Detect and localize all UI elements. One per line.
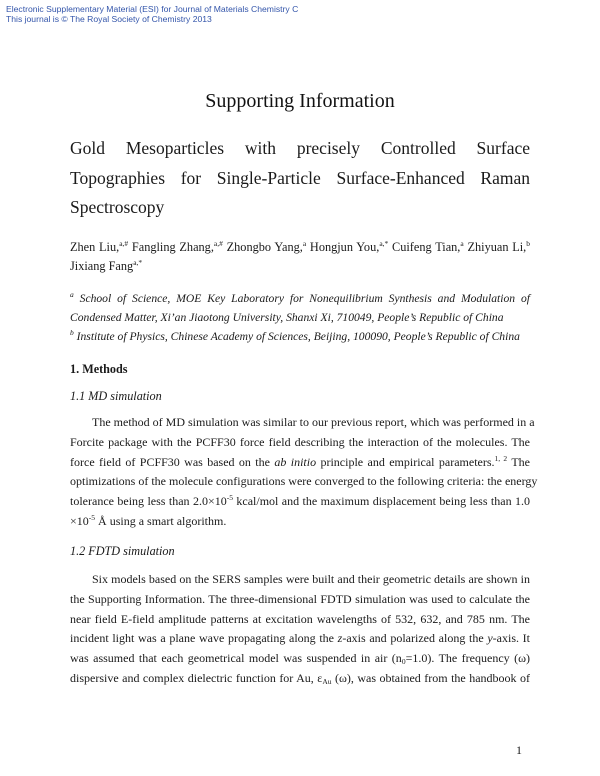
affiliation-a-line: Condensed Matter, Xi’an Jiaotong University, Shanxi Xi, 710049, People’s Republic of China [70,311,504,324]
author-affil-mark: a,* [379,239,389,248]
paper-title-line: Gold Mesoparticles with precisely Controlled Surface [70,138,530,158]
author-list [70,238,530,276]
text-run: force field of PCFF30 was based on the [70,454,275,469]
paragraph-fdtd-simulation [70,570,530,689]
affil-mark: a [70,290,74,299]
text-run: was assumed that each geometrical model was suspended in air (n [70,651,402,666]
affiliation-b-line [70,327,530,346]
author: Zhiyuan Li, [463,240,527,254]
text-italic: y [487,631,493,646]
text-run: ×10 [70,513,89,528]
esi-line-1: Electronic Supplementary Material (ESI) for Journal of Materials Chemistry C [6,4,299,14]
exponent: -5 [226,493,233,503]
author: Cuifeng Tian, [388,240,461,254]
subscript: Au [322,676,332,686]
text-line: the Supporting Information. The three-dimensional FDTD simulation was used to calculate the [70,591,530,606]
text-line [70,492,530,512]
exponent: -5 [88,512,96,522]
affiliation-text: School of Science, MOE Key Laboratory for Nonequilibrium Synthesis and Modulation of [73,292,530,305]
author-affil-mark: a [460,239,464,248]
author: Jixiang Fang [70,259,134,273]
text-run: -axis. It [492,631,531,646]
author-affil-mark: a,# [119,239,129,248]
affiliation-text: Institute of Physics, Chinese Academy of Sciences, Beijing, 100090, People’s Republic of China [73,330,520,343]
text-line [70,669,530,689]
author-row [70,238,530,257]
text-run: tolerance being less than 2.0×10 [70,494,227,509]
text-run: dispersive and complex dielectric function for Au, ε [70,670,323,685]
author-affil-mark: a [302,239,307,248]
text-run: -axis and polarized along the [342,631,488,646]
page-number: 1 [516,743,522,757]
text-run: (ω), was obtained from the handbook of [331,670,531,685]
page-title: Supporting Information [205,90,395,112]
subsection-heading: 1.2 FDTD simulation [70,544,175,558]
author: Fangling Zhang, [128,240,214,254]
author: Hongjun You, [306,240,380,254]
text-run: =1.0). The frequency (ω) [405,651,530,666]
author-affil-mark: a,* [133,258,143,267]
section-heading: 1. Methods [70,362,128,376]
author: Zhen Liu, [70,240,120,254]
affil-mark: b [70,328,74,337]
text-line: The method of MD simulation was similar to our previous report, which was performed in a [92,415,535,429]
text-run: principle and empirical parameters. [316,454,495,469]
paper-title [70,134,530,223]
text-run: kcal/mol and the maximum displacement being less than 1.0 [232,494,530,509]
text-run: The [507,454,530,469]
text-line: near field E-field amplitude patterns at excitation wavelengths of 532, 632, and 785 nm. The [70,611,530,626]
text-line: Six models based on the SERS samples were built and their geometric details are shown in [92,572,530,586]
citation-mark: 1, 2 [494,453,508,463]
affiliations [70,289,530,346]
author-affil-mark: a,# [213,239,223,248]
paragraph-md-simulation [70,413,538,532]
esi-header [6,4,298,24]
author-row [70,257,530,276]
subsection-heading: 1.1 MD simulation [70,389,162,403]
author-affil-mark: b [526,239,530,248]
paper-title-line: Spectroscopy [70,197,165,217]
text-line [70,629,530,649]
text-line: Forcite package with the PCFF30 force field describing the interaction of the molecules. The [70,434,530,449]
text-line: optimizations of the molecule configurations were converged to the following criteria: the energy [70,474,538,489]
text-italic: ab initio [274,454,317,469]
text-run: incident light was a plane wave propagating along the [70,631,338,646]
text-line [70,453,530,473]
author: Zhongbo Yang, [222,240,303,254]
text-line [70,512,530,532]
subscript: 0 [401,657,406,667]
text-line [70,649,530,669]
text-run: Å using a smart algorithm. [95,513,227,528]
paper-title-line: Topographies for Single-Particle Surface-Enhanced Raman [70,167,530,188]
esi-line-2: This journal is © The Royal Society of Chemistry 2013 [6,14,212,24]
text-italic: z [337,631,343,646]
affiliation-a-line [70,289,530,308]
